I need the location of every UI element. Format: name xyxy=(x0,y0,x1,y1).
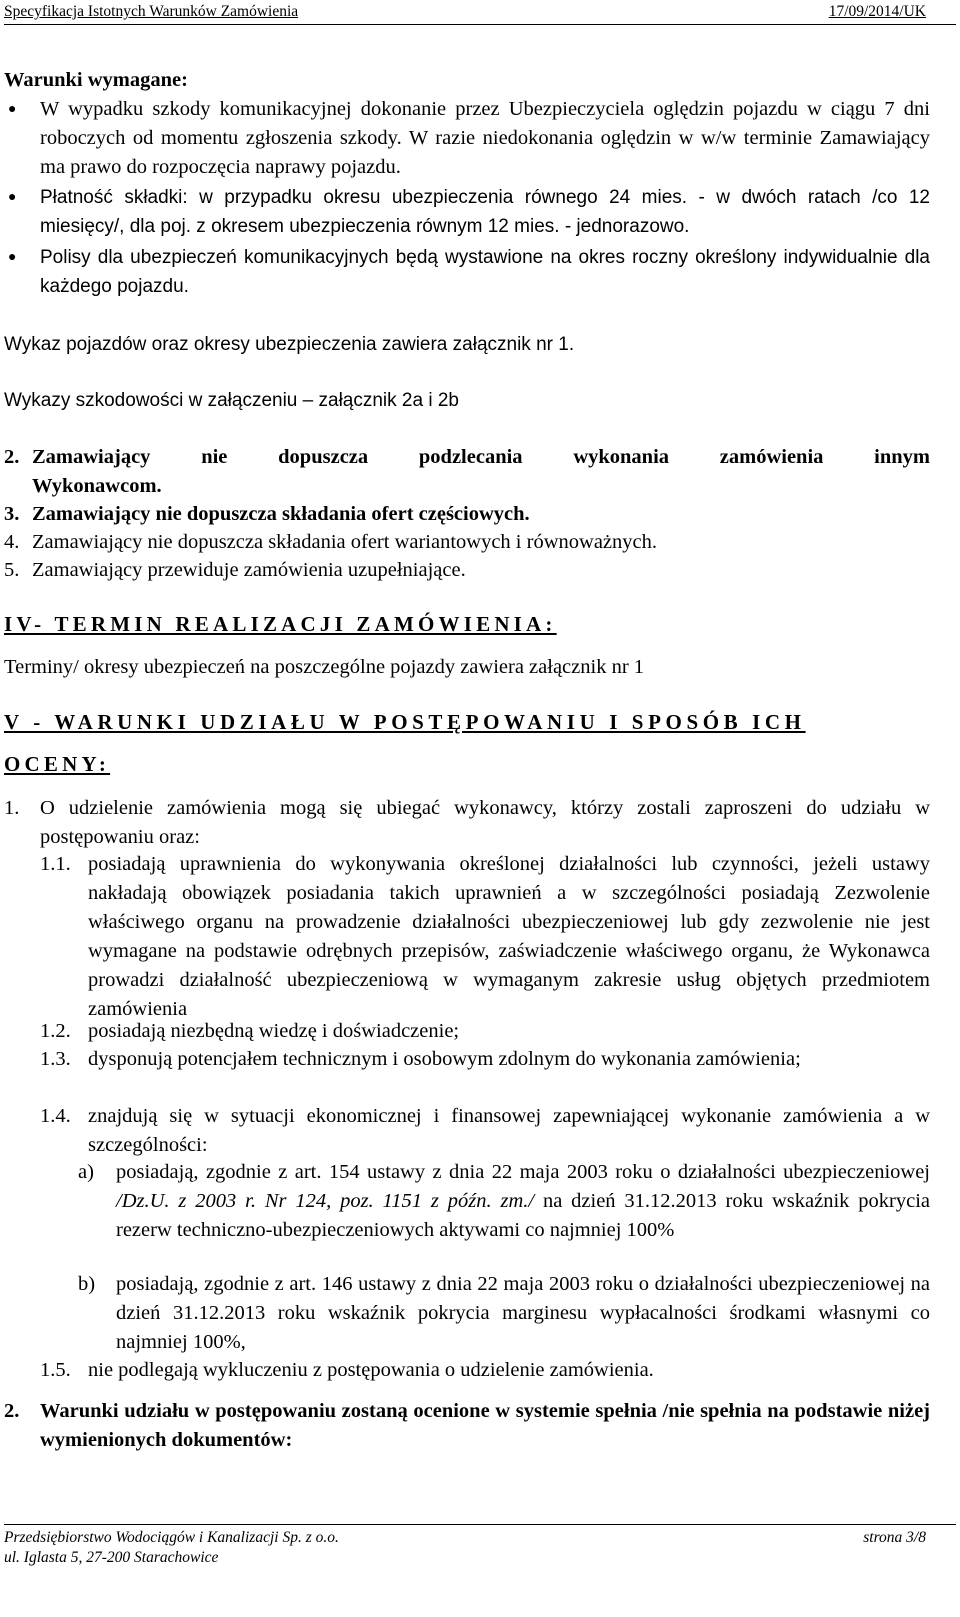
footer-rule xyxy=(4,1524,956,1525)
condition-a-text-post: na dzień 31.12.2013 roku wskaźnik pokrycia rezerw techniczno-ubezpieczeniowych aktywami co najmniej 100% xyxy=(116,1190,931,1241)
condition-1-5-number: 1.5. xyxy=(40,1359,71,1381)
requirement-bullet-3 xyxy=(0,243,930,301)
condition-1-4-number: 1.4. xyxy=(40,1105,71,1127)
condition-b-text: posiadają, zgodnie z art. 146 ustawy z dnia 22 maja 2003 roku o działalności ubezpieczeniowej na dzień 31.12.2013 roku wskaźnik pokrycia marginesu wypłacalności środkami własnymi co najmniej 100%, xyxy=(116,1273,930,1353)
requirement-bullet-1 xyxy=(0,95,930,182)
condition-1-2-number: 1.2. xyxy=(40,1020,71,1042)
point-5-text: Zamawiający przewiduje zamówienia uzupełniające. xyxy=(32,559,466,581)
condition-2-number: 2. xyxy=(4,1400,20,1422)
requirement-text-1: W wypadku szkody komunikacyjnej dokonanie przez Ubezpieczyciela oględzin pojazdu w ciągu 7 dni roboczych od momentu zgłoszenia szkody. W razie niedokonania oględzin w w/w terminie Zamawiający ma prawo do rozpoczęcia naprawy pojazdu. xyxy=(40,98,930,178)
footer-page-number: strona 3/8 xyxy=(863,1529,926,1546)
condition-1-3-number: 1.3. xyxy=(40,1048,71,1070)
point-3-number: 3. xyxy=(4,503,20,525)
section-5-heading-line-2: OCENY: xyxy=(4,752,111,776)
point-3-text: Zamawiający nie dopuszcza składania ofert częściowych. xyxy=(32,503,530,525)
point-4-number: 4. xyxy=(4,531,20,553)
requirement-text-3: Polisy dla ubezpieczeń komunikacyjnych będą wystawione na okres roczny określony indywidualnie dla każdego pojazdu. xyxy=(40,247,930,297)
requirement-text-2: Płatność składki: w przypadku okresu ubezpieczenia równego 24 mies. - w dwóch ratach /co 12 miesięcy/, dla poj. z okresem ubezpieczenia równym 12 mies. - jednorazowo. xyxy=(40,187,930,237)
condition-a-letter: a) xyxy=(78,1161,94,1183)
condition-1-2-text: posiadają niezbędną wiedzę i doświadczenie; xyxy=(88,1020,460,1042)
condition-1-3-text: dysponują potencjałem technicznym i osobowym zdolnym do wykonania zamówienia; xyxy=(88,1048,801,1070)
point-2-number: 2. xyxy=(4,446,20,468)
bullet-icon: ● xyxy=(8,250,17,265)
header-rule xyxy=(4,24,956,25)
condition-a-legal-ref: /Dz.U. z 2003 r. Nr 124, poz. 1151 z późn. zm./ xyxy=(116,1190,535,1212)
condition-a-text-pre: posiadają, zgodnie z art. 154 ustawy z dnia 22 maja 2003 roku o działalności ubezpieczeniowej xyxy=(116,1161,930,1183)
condition-2-text: Warunki udziału w postępowaniu zostaną ocenione w systemie spełnia /nie spełnia na podstawie niżej wymienionych dokumentów: xyxy=(40,1400,930,1451)
condition-1-5-text: nie podlegają wykluczeniu z postępowania o udzielenie zamówienia. xyxy=(88,1359,654,1381)
condition-1-number: 1. xyxy=(4,797,20,819)
condition-1-1-number: 1.1. xyxy=(40,853,71,875)
footer-address: ul. Iglasta 5, 27-200 Starachowice xyxy=(4,1549,219,1566)
condition-a-text xyxy=(116,1158,930,1245)
section-4-text: Terminy/ okresy ubezpieczeń na poszczególne pojazdy zawiera załącznik nr 1 xyxy=(4,656,645,678)
condition-1-text: O udzielenie zamówienia mogą się ubiegać wykonawcy, którzy zostali zaproszeni do udziału w postępowaniu oraz: xyxy=(40,797,930,848)
point-2-continued: Wykonawcom. xyxy=(32,475,162,497)
section-5-heading-line-1: V - WARUNKI UDZIAŁU W POSTĘPOWANIU I SPOSÓB ICH xyxy=(4,710,806,734)
header-title: Specyfikacja Istotnych Warunków Zamówienia xyxy=(4,3,299,20)
requirements-heading: Warunki wymagane: xyxy=(4,69,188,91)
point-5-number: 5. xyxy=(4,559,20,581)
condition-1-1-text: posiadają uprawnienia do wykonywania określonej działalności lub czynności, jeżeli ustawy nakładają obowiązek posiadania takich uprawnień a w szczególności posiadają Zezwolenie właściwego organu na prowadzenie działalności ubezpieczeniowej lub gdy zezwolenie nie jest wymagane na podstawie odrębnych przepisów, zaświadczenie właściwego organu, że Wykonawca prowadzi działalność ubezpieczeniową w wymaganym zakresie usług objętych przedmiotem zamówienia xyxy=(88,853,930,1020)
bullet-icon: ● xyxy=(8,102,17,117)
bullet-icon: ● xyxy=(8,190,17,205)
condition-b-letter: b) xyxy=(78,1273,96,1295)
vehicles-attachment: Wykaz pojazdów oraz okresy ubezpieczenia zawiera załącznik nr 1. xyxy=(4,334,575,355)
claims-attachment: Wykazy szkodowości w załączeniu – załącznik 2a i 2b xyxy=(4,390,459,411)
point-4-text: Zamawiający nie dopuszcza składania ofert wariantowych i równoważnych. xyxy=(32,531,657,553)
footer-company: Przedsiębiorstwo Wodociągów i Kanalizacji Sp. z o.o. xyxy=(4,1529,339,1546)
point-2-text: Zamawiający nie dopuszcza podzlecania wykonania zamówienia innym xyxy=(32,446,930,468)
header-ref: 17/09/2014/UK xyxy=(828,3,926,20)
section-4-heading: IV- TERMIN REALIZACJI ZAMÓWIENIA: xyxy=(4,612,557,636)
condition-1-4-text: znajdują się w sytuacji ekonomicznej i finansowej zapewniającej wykonanie zamówienia a w szczególności: xyxy=(88,1105,930,1156)
requirement-bullet-2 xyxy=(0,183,930,241)
